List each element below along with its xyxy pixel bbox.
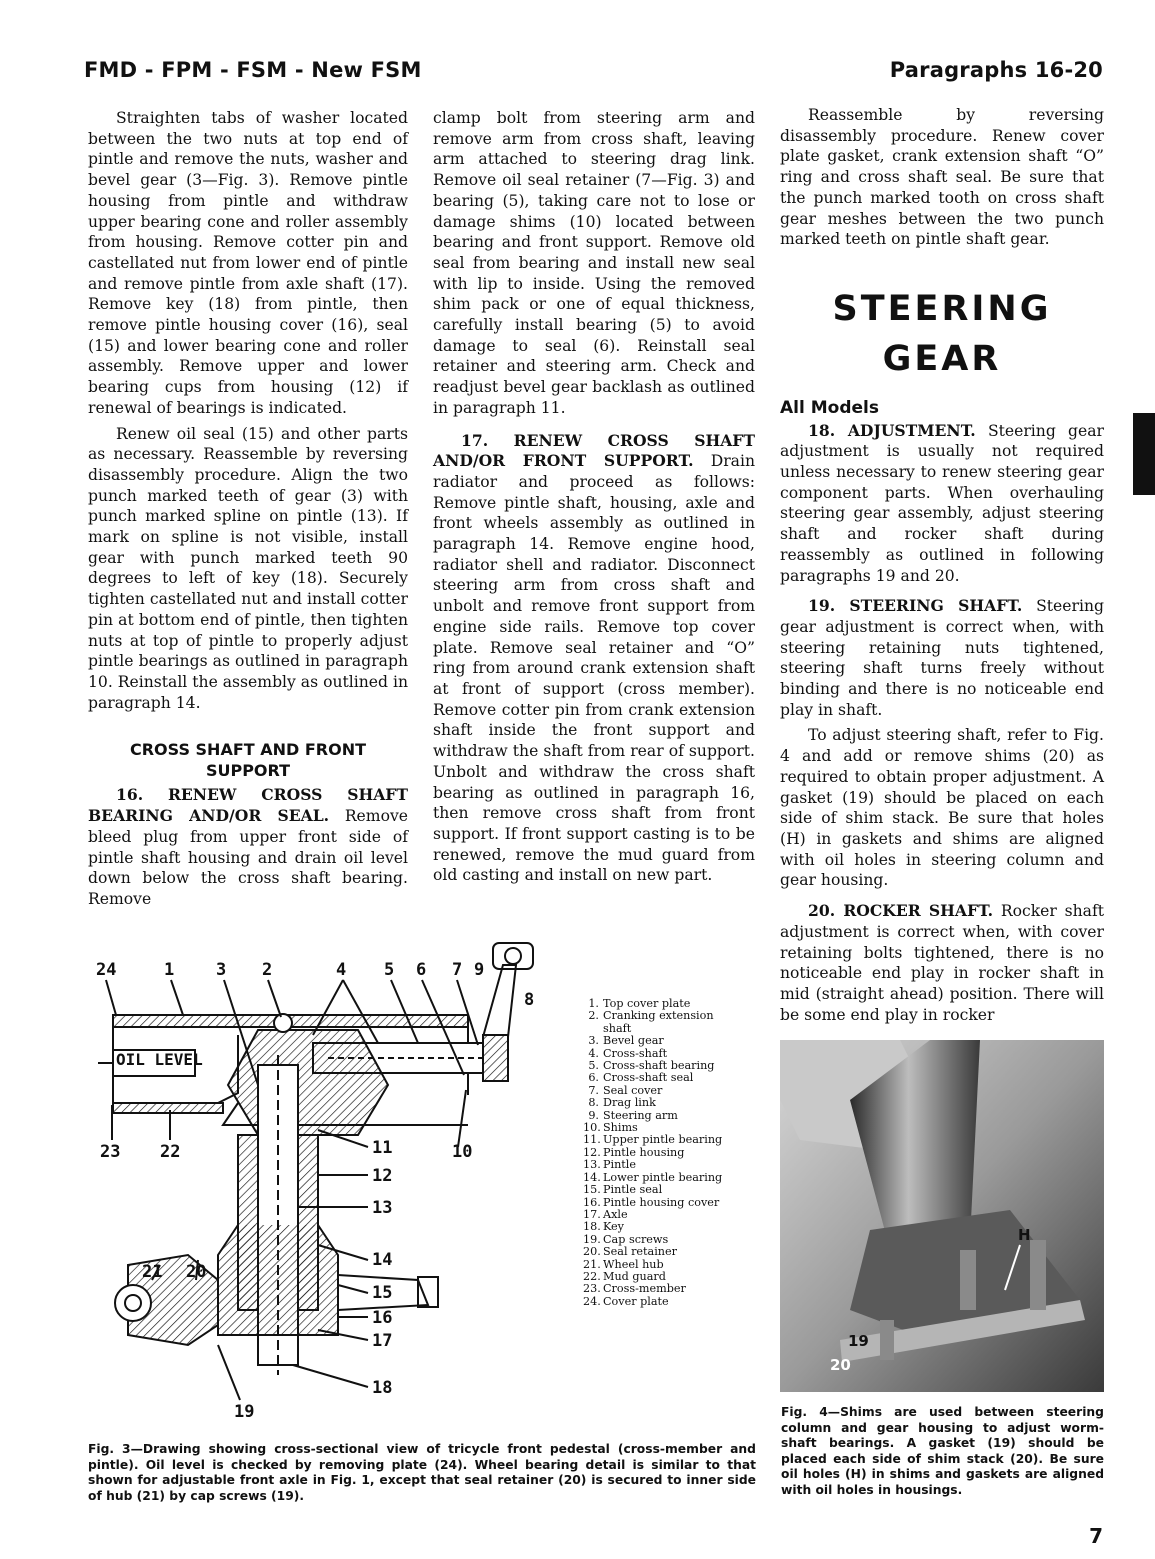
legend-text: Cover plate [603, 1294, 669, 1308]
callout-4: 4 [336, 960, 347, 980]
legend-text: Cross-shaft [603, 1046, 668, 1060]
legend-number: 12. [583, 1145, 601, 1159]
legend-text: Key [603, 1220, 624, 1234]
para-17-body: Drain radiator and proceed as follows: Remove pintle shaft, housing, axle and front wheels assembly as outlined in paragraph 14. Remove engine hood, radiator shell and radiator. Disconnect steering arm from cross shaft and unbolt and remove front support from engine side rails. Remove top cover plate. Remove seal retainer and “O” ring from around crank extension shaft at front of support (cross member). Remove cotter pin from crank extension shaft inside the front support and withdraw the shaft from rear of support. Unbolt and withdraw the cross shaft bearing as outlined in paragraph 16, then remove cross shaft from front support. If front support casting is to be renewed, remove the mud guard from old casting and install on new part. [433, 452, 755, 885]
callout-20: 20 [186, 1262, 207, 1282]
callout-19: 19 [234, 1402, 255, 1422]
legend-number: 15. [583, 1183, 601, 1197]
legend-number: 3. [588, 1034, 599, 1048]
legend-text: Upper pintle bearing [603, 1133, 723, 1147]
legend-number: 6. [588, 1071, 599, 1085]
label-20: 20 [830, 1356, 851, 1374]
callout-16: 16 [372, 1308, 393, 1328]
callout-10: 10 [452, 1142, 473, 1162]
legend-number: 8. [588, 1096, 599, 1110]
header-models: FMD - FPM - FSM - New FSM [84, 58, 422, 82]
legend-number: 14. [583, 1170, 601, 1184]
label-h: H [1018, 1226, 1031, 1244]
col3-paragraph-19b: To adjust steering shaft, refer to Fig. 4 and add or remove shims (20) as required to obtain proper adjustment. A gasket (19) should be placed on each side of shim stack. Be sure that holes (H) in gaskets and shims are aligned with oil holes in steering column and gear housing. [780, 726, 1104, 890]
para-16-heading: 16. RENEW CROSS SHAFT BEARING AND/OR SEAL. [88, 785, 408, 826]
callout-13: 13 [372, 1198, 393, 1218]
legend-text: Drag link [603, 1096, 656, 1110]
legend-text: Pintle [603, 1158, 637, 1172]
legend-number: 24. [583, 1294, 601, 1308]
col1-paragraph-16 [88, 785, 408, 909]
legend-text: Pintle housing cover [603, 1195, 720, 1209]
callout-9: 9 [474, 960, 485, 980]
legend-text: Seal retainer [603, 1245, 677, 1259]
title-line-2: GEAR [882, 338, 1002, 379]
stud-2 [1030, 1240, 1046, 1310]
drawing-lines [98, 943, 533, 1400]
section-heading-cross-shaft: CROSS SHAFT AND FRONT SUPPORT [129, 740, 367, 781]
legend-text: Pintle seal [603, 1183, 663, 1197]
stud-1 [960, 1250, 976, 1310]
label-19: 19 [848, 1332, 869, 1350]
legend-number: 7. [588, 1083, 599, 1097]
column-3 [780, 105, 1104, 1030]
callout-18: 18 [372, 1378, 393, 1398]
legend-number: 20. [583, 1245, 601, 1259]
oil-level-label: OIL LEVEL [116, 1050, 203, 1069]
legend-number: 22. [583, 1269, 601, 1283]
stud-3 [880, 1320, 894, 1360]
legend-item [583, 1010, 743, 1035]
legend-number: 21. [583, 1257, 601, 1271]
legend-text: Wheel hub [603, 1257, 664, 1271]
legend-text: Top cover plate [603, 997, 691, 1010]
callout-12: 12 [372, 1166, 393, 1186]
callout-5: 5 [384, 960, 395, 980]
legend-text: Seal cover [603, 1083, 663, 1097]
legend-text: Lower pintle bearing [603, 1170, 723, 1184]
title-steering-gear [780, 284, 1104, 384]
legend-text: Shims [603, 1121, 638, 1135]
col3-paragraph-19 [780, 596, 1104, 720]
legend-text: Pintle housing [603, 1145, 685, 1159]
callout-22: 22 [160, 1142, 181, 1162]
para-20-body: Rocker shaft adjustment is correct when, with cover retaining bolts tightened, there is no noticeable end play in rocker shaft in mid (straight ahead) position. There will be some end play in rocker [780, 902, 1104, 1024]
callout-7: 7 [452, 960, 463, 980]
para-19-heading: 19. STEERING SHAFT. [808, 596, 1023, 616]
callout-23: 23 [100, 1142, 121, 1162]
page-number: 7 [1089, 1524, 1103, 1548]
legend-text: Cross-shaft seal [603, 1071, 694, 1085]
legend-number: 16. [583, 1195, 601, 1209]
callout-24: 24 [96, 960, 117, 980]
col1-paragraph-2: Renew oil seal (15) and other parts as necessary. Reassemble by reversing disassembly procedure. Align the two punch marked teeth of gear (3) with punch marked spline on pintle (13). If mark on spline is not visible, install gear with punch marked teeth 90 degrees to left of key (18). Securely tighten castellated nut and install cotter pin at bottom end of pintle, then tighten nuts at top of pintle to properly adjust pintle bearings as outlined in paragraph 10. Reinstall the assembly as outlined in paragraph 14. [88, 424, 408, 712]
legend-number: 23. [583, 1282, 601, 1296]
callout-8: 8 [524, 990, 535, 1010]
col3-paragraph-1: Reassemble by reversing disassembly procedure. Renew cover plate gasket, crank extension shaft “O” ring and cross shaft seal. Be sure that the punch marked tooth on cross shaft gear meshes between the two punch marked teeth on pintle shaft gear. [780, 106, 1104, 249]
col1-paragraph-1: Straighten tabs of washer located between the two nuts at top end of pintle and remove the nuts, washer and bevel gear (3—Fig. 3). Remove pintle housing from pintle and withdraw upper bearing cone and roller assembly from housing. Remove cotter pin and castellated nut from lower end of pintle and remove pintle from axle shaft (17). Remove key (18) from pintle, then remove pintle housing cover (16), seal (15) and lower bearing cone and roller assembly. Remove upper and lower bearing cups from housing (12) if renewal of bearings is indicated. [88, 109, 408, 417]
legend-text: Cross-shaft bearing [603, 1059, 715, 1073]
callout-21: 21 [142, 1262, 163, 1282]
callout-15: 15 [372, 1283, 393, 1303]
callout-11: 11 [372, 1138, 393, 1158]
legend-number: 11. [583, 1133, 601, 1147]
col3-paragraph-18 [780, 421, 1104, 587]
legend-number: 10. [583, 1121, 601, 1135]
legend-item [583, 1296, 743, 1308]
figure-3-caption: Fig. 3—Drawing showing cross-sectional view of tricycle front pedestal (cross-member and pintle). Oil level is checked by removing plate (24). Wheel bearing detail is similar to that shown for adjustable front axle in Fig. 1, except that seal retainer (20) is secured to inner side of hub (21) by cap screws (19). [88, 1442, 756, 1503]
figure-3-legend [583, 998, 743, 1308]
figure-4-caption: Fig. 4—Shims are used between steering column and gear housing to adjust worm-shaft bearings. A gasket (19) should be placed each side of shim stack (20). Be sure oil holes (H) in shims and gaskets are aligned with oil holes in housings. [781, 1405, 1104, 1497]
col2-paragraph-17 [433, 431, 755, 886]
callout-6: 6 [416, 960, 427, 980]
subheading-all-models: All Models [780, 397, 879, 418]
legend-number: 9. [588, 1108, 599, 1122]
para-18-body: Steering gear adjustment is usually not required unless necessary to renew steering gear component parts. When overhauling steering gear assembly, adjust steering shaft and rocker shaft during reassembly as outlined in following paragraphs 19 and 20. [780, 421, 1104, 585]
legend-text: Cross-member [603, 1282, 686, 1296]
header-paragraphs: Paragraphs 16-20 [889, 58, 1103, 82]
legend-number: 17. [583, 1207, 601, 1221]
title-line-1: STEERING [832, 288, 1052, 329]
legend-number: 18. [583, 1220, 601, 1234]
column-2 [433, 108, 755, 891]
para-19-body: Steering gear adjustment is correct when, with steering retaining nuts tightened, steering shaft turns freely without binding and there is no noticeable end play in shaft. [780, 597, 1104, 719]
para-16-body: Remove bleed plug from upper front side of pintle shaft housing and drain oil level down below the cross shaft bearing. Remove [88, 807, 408, 908]
column-1 [88, 108, 408, 915]
callout-2: 2 [262, 960, 273, 980]
legend-number: 1. [588, 997, 599, 1010]
legend-number: 13. [583, 1158, 601, 1172]
figure-3-cross-section-drawing [88, 925, 558, 1425]
para-17-heading: 17. RENEW CROSS SHAFT AND/OR FRONT SUPPORT. [433, 430, 755, 471]
figure-4-photo [780, 1040, 1104, 1392]
col2-paragraph-1: clamp bolt from steering arm and remove arm from cross shaft, leaving arm attached to steering drag link. Remove oil seal retainer (7—Fig. 3) and bearing (5), taking care not to lose or damage shims (10) located between bearing and front support. Remove old seal from bearing and install new seal with lip to inside. Using the removed shim pack or one of equal thickness, carefully install bearing (5) to avoid damage to seal (6). Reinstall seal retainer and steering arm. Check and readjust bevel gear backlash as outlined in paragraph 11. [433, 109, 755, 417]
legend-text: Cap screws [603, 1232, 669, 1246]
legend-number: 5. [588, 1059, 599, 1073]
col3-paragraph-20 [780, 901, 1104, 1025]
callout-14: 14 [372, 1250, 393, 1270]
callout-3: 3 [216, 960, 227, 980]
legend-text: Cranking extension shaft [603, 1009, 714, 1035]
legend-number: 4. [588, 1046, 599, 1060]
para-20-heading: 20. ROCKER SHAFT. [808, 901, 994, 921]
legend-text: Mud guard [603, 1269, 666, 1283]
callout-17: 17 [372, 1331, 393, 1351]
legend-number: 19. [583, 1232, 601, 1246]
legend-number: 2. [588, 1009, 599, 1023]
thumb-tab-marker [1133, 413, 1155, 495]
para-18-heading: 18. ADJUSTMENT. [808, 420, 976, 440]
legend-text: Axle [603, 1207, 628, 1221]
callout-1: 1 [164, 960, 175, 980]
legend-text: Bevel gear [603, 1034, 664, 1048]
legend-text: Steering arm [603, 1108, 678, 1122]
